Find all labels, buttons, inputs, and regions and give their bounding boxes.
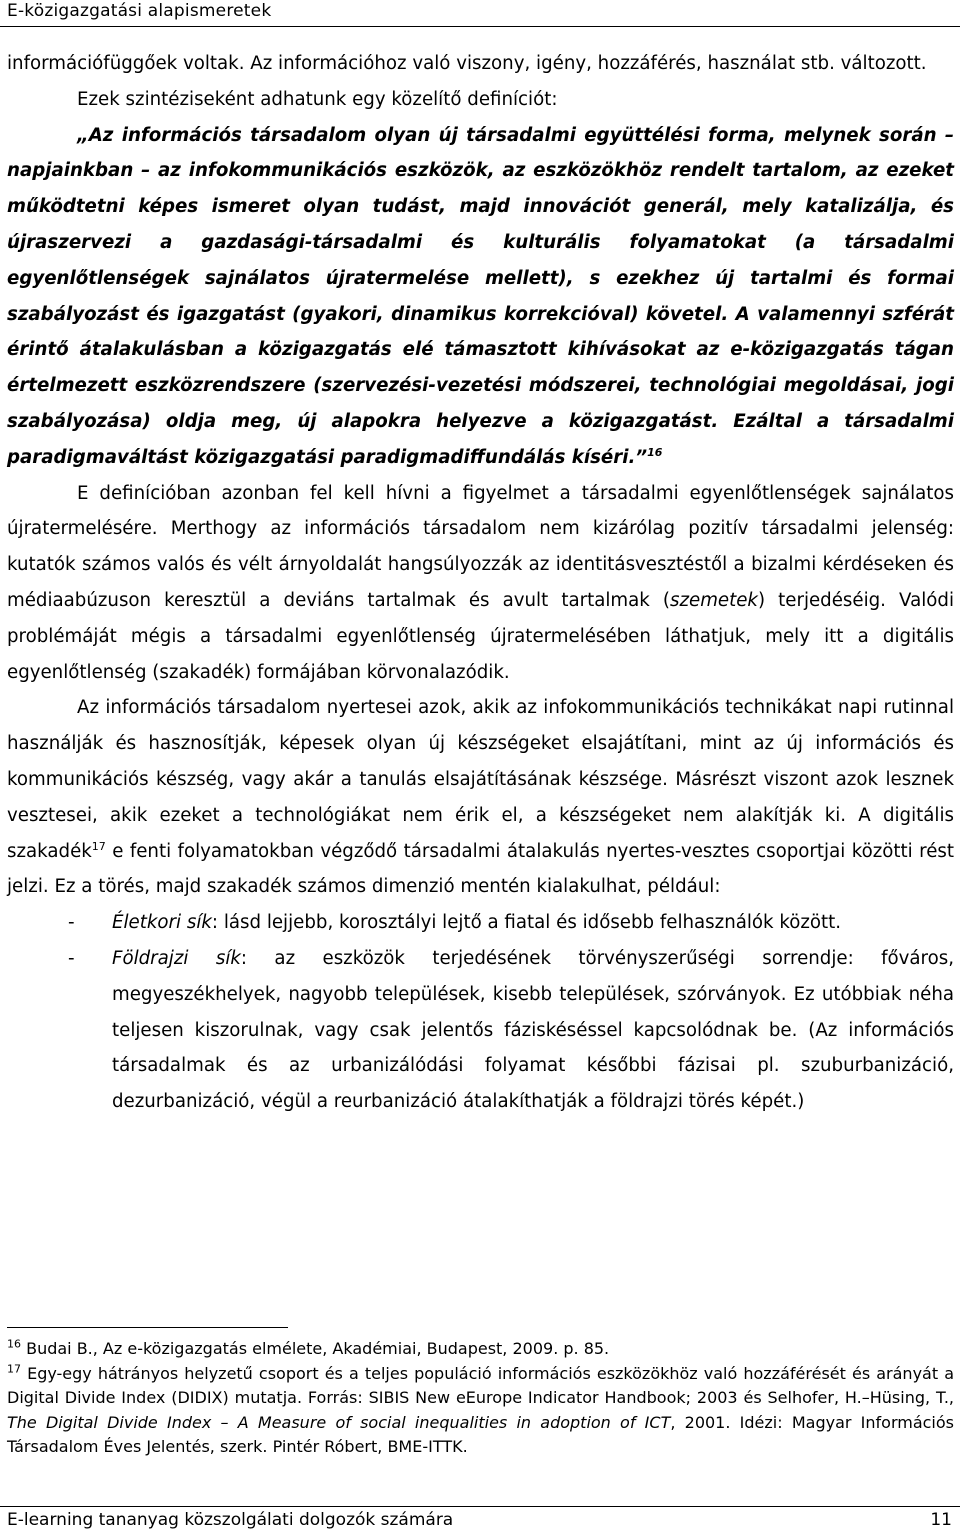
- emphasis-szemetek: szemetek: [669, 589, 758, 611]
- footnote-title: The Digital Divide Index – A Measure of social inequalities in adoption of ICT: [7, 1412, 671, 1432]
- footnote-17: [7, 1362, 954, 1460]
- footnote-text: Budai B., Az e-közigazgatás elmélete, Akadémiai, Budapest, 2009. p. 85.: [21, 1339, 610, 1358]
- footnote-separator: [7, 1327, 288, 1328]
- footer-text: E-learning tananyag közszolgálati dolgozók számára: [7, 1510, 454, 1530]
- paragraph-winners-losers: [7, 690, 954, 905]
- running-footer: [0, 1506, 960, 1535]
- paragraph-intro-definition: Ezek szintéziseként adhatunk egy közelítő definíciót:: [77, 88, 558, 110]
- paragraph-inequality-text-a: E definícióban azonban fel kell hívni a figyelmet a társadalmi egyenlőtlenségek sajnálatos újratermelésére. Merthogy az információs társadalom nem kizárólag pozitív társadalmi jelenség: kutatók számos valós és vélt árnyoldalát hangsúlyozzák az identitásvesztéstől a bizalmi kérdéseken és médiaabúzuson keresztül a deviáns tartalmak és avult tartalmak (: [7, 482, 954, 611]
- footnotes: [7, 1337, 954, 1460]
- footnote-ref-16[interactable]: 16: [647, 445, 663, 459]
- list-item: [7, 905, 954, 941]
- list-item-text: : lásd lejjebb, korosztályi lejtő a fiatal és idősebb felhasználók között.: [211, 912, 842, 934]
- list-item-term: Földrajzi sík: [112, 947, 241, 969]
- dimension-list: [7, 905, 954, 1120]
- paragraph-continuation: információfüggőek voltak. Az információhoz való viszony, igény, hozzáférés, használat stb. változott.: [7, 53, 927, 74]
- paragraph-inequality: [7, 476, 954, 691]
- footnote-number: 17: [7, 1362, 21, 1376]
- running-header: [0, 0, 960, 27]
- paragraph-winners-text-b: e fenti folyamatokban végződő társadalmi átalakulás nyertes-vesztes csoportjai közötti rést jelzi. Ez a törés, majd szakadék számos dimenzió mentén kialakulhat, például:: [7, 840, 954, 898]
- footnote-text-a: Egy-egy hátrányos helyzetű csoport és a teljes populáció információs eszközökhöz való hozzáférését és arányát a Digital Divide Index (DIDIX) mutatja. Forrás: SIBIS New eEurope Indicator Handbook; 2003 és Selhofer, H.–Hüsing, T.,: [7, 1363, 954, 1407]
- list-dash: -: [68, 912, 75, 934]
- footnote-number: 16: [7, 1337, 21, 1351]
- list-item: [7, 941, 954, 1120]
- page-number: 11: [930, 1510, 952, 1530]
- footnote-16: [7, 1337, 954, 1362]
- body-text: [7, 46, 954, 1120]
- definition-text: „Az információs társadalom olyan új társadalmi együttélési forma, melynek során – napjainkban – az infokommunikációs eszközök, az eszközökhöz rendelt tartalom, az ezeket működtetni képes ismeret olyan tudást, majd innovációt generál, mely katalizálja, és újraszervezi a gazdasági-társadalmi és kulturális folyamatokat (a társadalmi egyenlőtlenségek sajnálatos újratermelése mellett), s ezekhez új tartalmi és formai szabályozást és igazgatást (gyakori, dinamikus korrekcióval) követel. A valamennyi szférát érintő átalakulásban a közigazgatás elé támasztott kihívásokat az e-közigazgatás tágan értelmezett eszközrendszere (szervezési-vezetési módszerei, technológiai megoldásai, jogi szabályozása) oldja meg, új alapokra helyezve a közigazgatást. Ezáltal a társadalmi paradigmaváltást közigazgatási paradigmadiffundálás kíséri.: [7, 124, 954, 468]
- definition-close-quote: ”: [635, 446, 648, 468]
- list-item-term: Életkori sík: [112, 912, 212, 934]
- list-item-text: : az eszközök terjedésének törvényszerűségi sorrendje: főváros, megyeszékhelyek, nagyobb települések, kisebb települések, szórványok. Ez utóbbiak néha teljesen kiszorulnak, vagy csak jelentős fáziskéséssel kapcsolódnak be. (Az információs társadalmak és az urbanizálódási folyamat későbbi fázisai pl. szuburbanizáció, dezurbanizáció, végül a reurbanizáció átalakíthatják a földrajzi törés képét.): [112, 947, 954, 1113]
- header-title: E-közigazgatási alapismeretek: [7, 1, 272, 21]
- footnote-ref-17[interactable]: 17: [91, 839, 106, 853]
- list-dash: -: [68, 947, 75, 969]
- paragraph-inequality-text-b: ) terjedéséig. Valódi problémáját mégis a társadalmi egyenlőtlenség újratermelésében láthatjuk, mely itt a digitális egyenlőtlenség (szakadék) formájában körvonalazódik.: [7, 589, 954, 683]
- paragraph-winners-text-a: Az információs társadalom nyertesei azok, akik az infokommunikációs technikákat napi rutinnal használják és hasznosítják, képesek olyan új készségeket elsajátítani, mint az új információs és kommunikációs készség, vagy akár a tanulás elsajátításának készsége. Másrészt viszont azok lesznek vesztesei, akik ezeket a technológiákat nem érik el, a készségeket nem alakítják ki. A digitális szakadék: [7, 697, 954, 862]
- footnote-text-b: , 2001. Idézi: Magyar Információs Társadalom Éves Jelentés, szerk. Pintér Róbert, BME-ITTK.: [7, 1412, 955, 1456]
- definition-quote: [7, 118, 954, 476]
